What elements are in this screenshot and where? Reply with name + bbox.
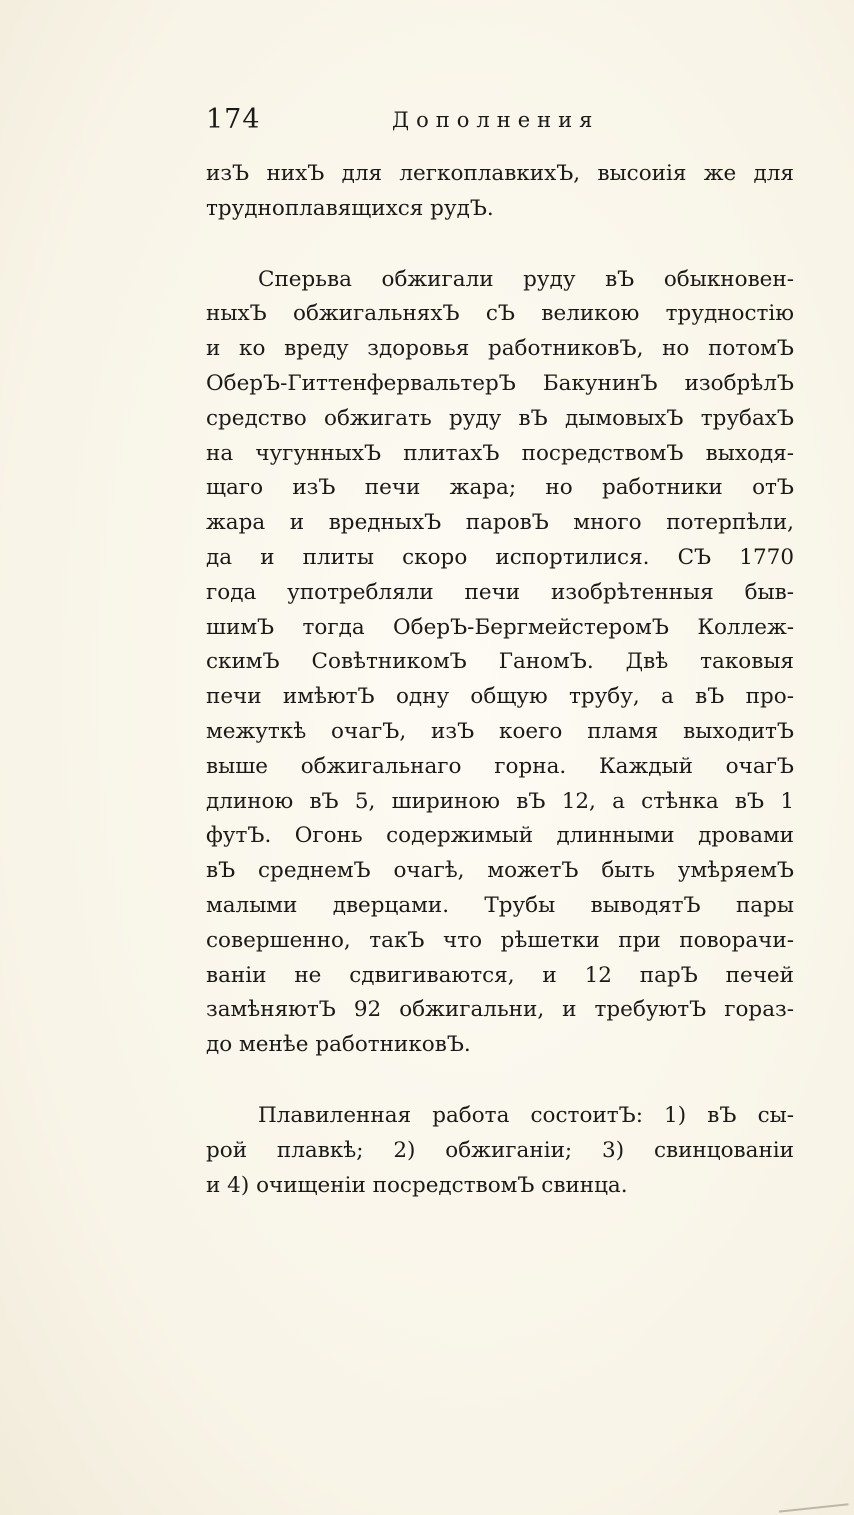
text-line: жара и вредныхЪ паровЪ много потерпѣли, bbox=[206, 510, 794, 536]
page-header bbox=[206, 104, 626, 144]
paragraph-2 bbox=[206, 263, 794, 1063]
text-line: длиною вЪ 5, шириною вЪ 12, а стѣнка вЪ 1 bbox=[206, 788, 794, 814]
text-line: выше обжигальнаго горна. Каждый очагЪ bbox=[206, 753, 794, 779]
text-line: трудноплавящихся рудЪ. bbox=[206, 195, 494, 221]
text-line: на чугунныхЪ плитахЪ посредствомЪ выходя- bbox=[206, 440, 794, 466]
text-line: ОберЪ-ГиттенфервальтерЪ БакунинЪ изобрѣлЪ bbox=[206, 370, 794, 396]
text-line: Плавиленная работа состоитЪ: 1) вЪ сы- bbox=[258, 1102, 794, 1128]
text-line: межуткѣ очагЪ, изЪ коего пламя выходитЪ bbox=[206, 718, 794, 744]
text-line: шимЪ тогда ОберЪ-БергмейстеромЪ Коллеж- bbox=[206, 614, 794, 640]
text-line: до менѣе работниковЪ. bbox=[206, 1032, 471, 1058]
paragraph-3 bbox=[206, 1099, 794, 1203]
paper-mark bbox=[777, 1489, 848, 1512]
text-line: совершенно, такЪ что рѣшетки при поворачи- bbox=[206, 927, 794, 953]
text-line: Сперьва обжигали руду вЪ обыкновен- bbox=[258, 266, 794, 292]
running-head: Дополнения bbox=[392, 108, 600, 132]
paragraph-1 bbox=[206, 157, 794, 227]
text-line: ваніи не сдвигиваются, и 12 парЪ печей bbox=[206, 962, 794, 988]
text-line: изЪ нихЪ для легкоплавкихЪ, высоиія же для bbox=[206, 161, 794, 186]
text-line: малыми дверцами. Трубы выводятЪ пары bbox=[206, 892, 794, 918]
text-line: и 4) очищеніи посредствомЪ свинца. bbox=[206, 1172, 628, 1198]
text-line: да и плиты скоро испортилися. СЪ 1770 bbox=[206, 544, 794, 570]
text-line: печи имѣютЪ одну общую трубу, а вЪ про- bbox=[206, 684, 794, 710]
text-line: и ко вреду здоровья работниковЪ, но потомЪ bbox=[206, 336, 794, 362]
text-line: года употребляли печи изобрѣтенныя быв- bbox=[206, 579, 794, 605]
text-line: ныхЪ обжигальняхЪ сЪ великою трудностію bbox=[206, 301, 794, 327]
page-number: 174 bbox=[206, 104, 261, 135]
body-text bbox=[206, 157, 794, 1203]
text-line: скимЪ СовѣтникомЪ ГаномЪ. Двѣ таковыя bbox=[206, 649, 794, 675]
text-line: вЪ среднемЪ очагѣ, можетЪ быть умѣряемЪ bbox=[206, 858, 794, 884]
text-line: щаго изЪ печи жара; но работники отЪ bbox=[206, 475, 794, 501]
text-line: рой плавкѣ; 2) обжиганіи; 3) свинцованіи bbox=[206, 1137, 794, 1163]
text-line: футЪ. Огонь содержимый длинными дровами bbox=[206, 823, 794, 849]
text-line: замѣняютЪ 92 обжигальни, и требуютЪ гораз- bbox=[206, 997, 794, 1023]
text-line: средство обжигать руду вЪ дымовыхЪ трубахЪ bbox=[206, 405, 794, 431]
